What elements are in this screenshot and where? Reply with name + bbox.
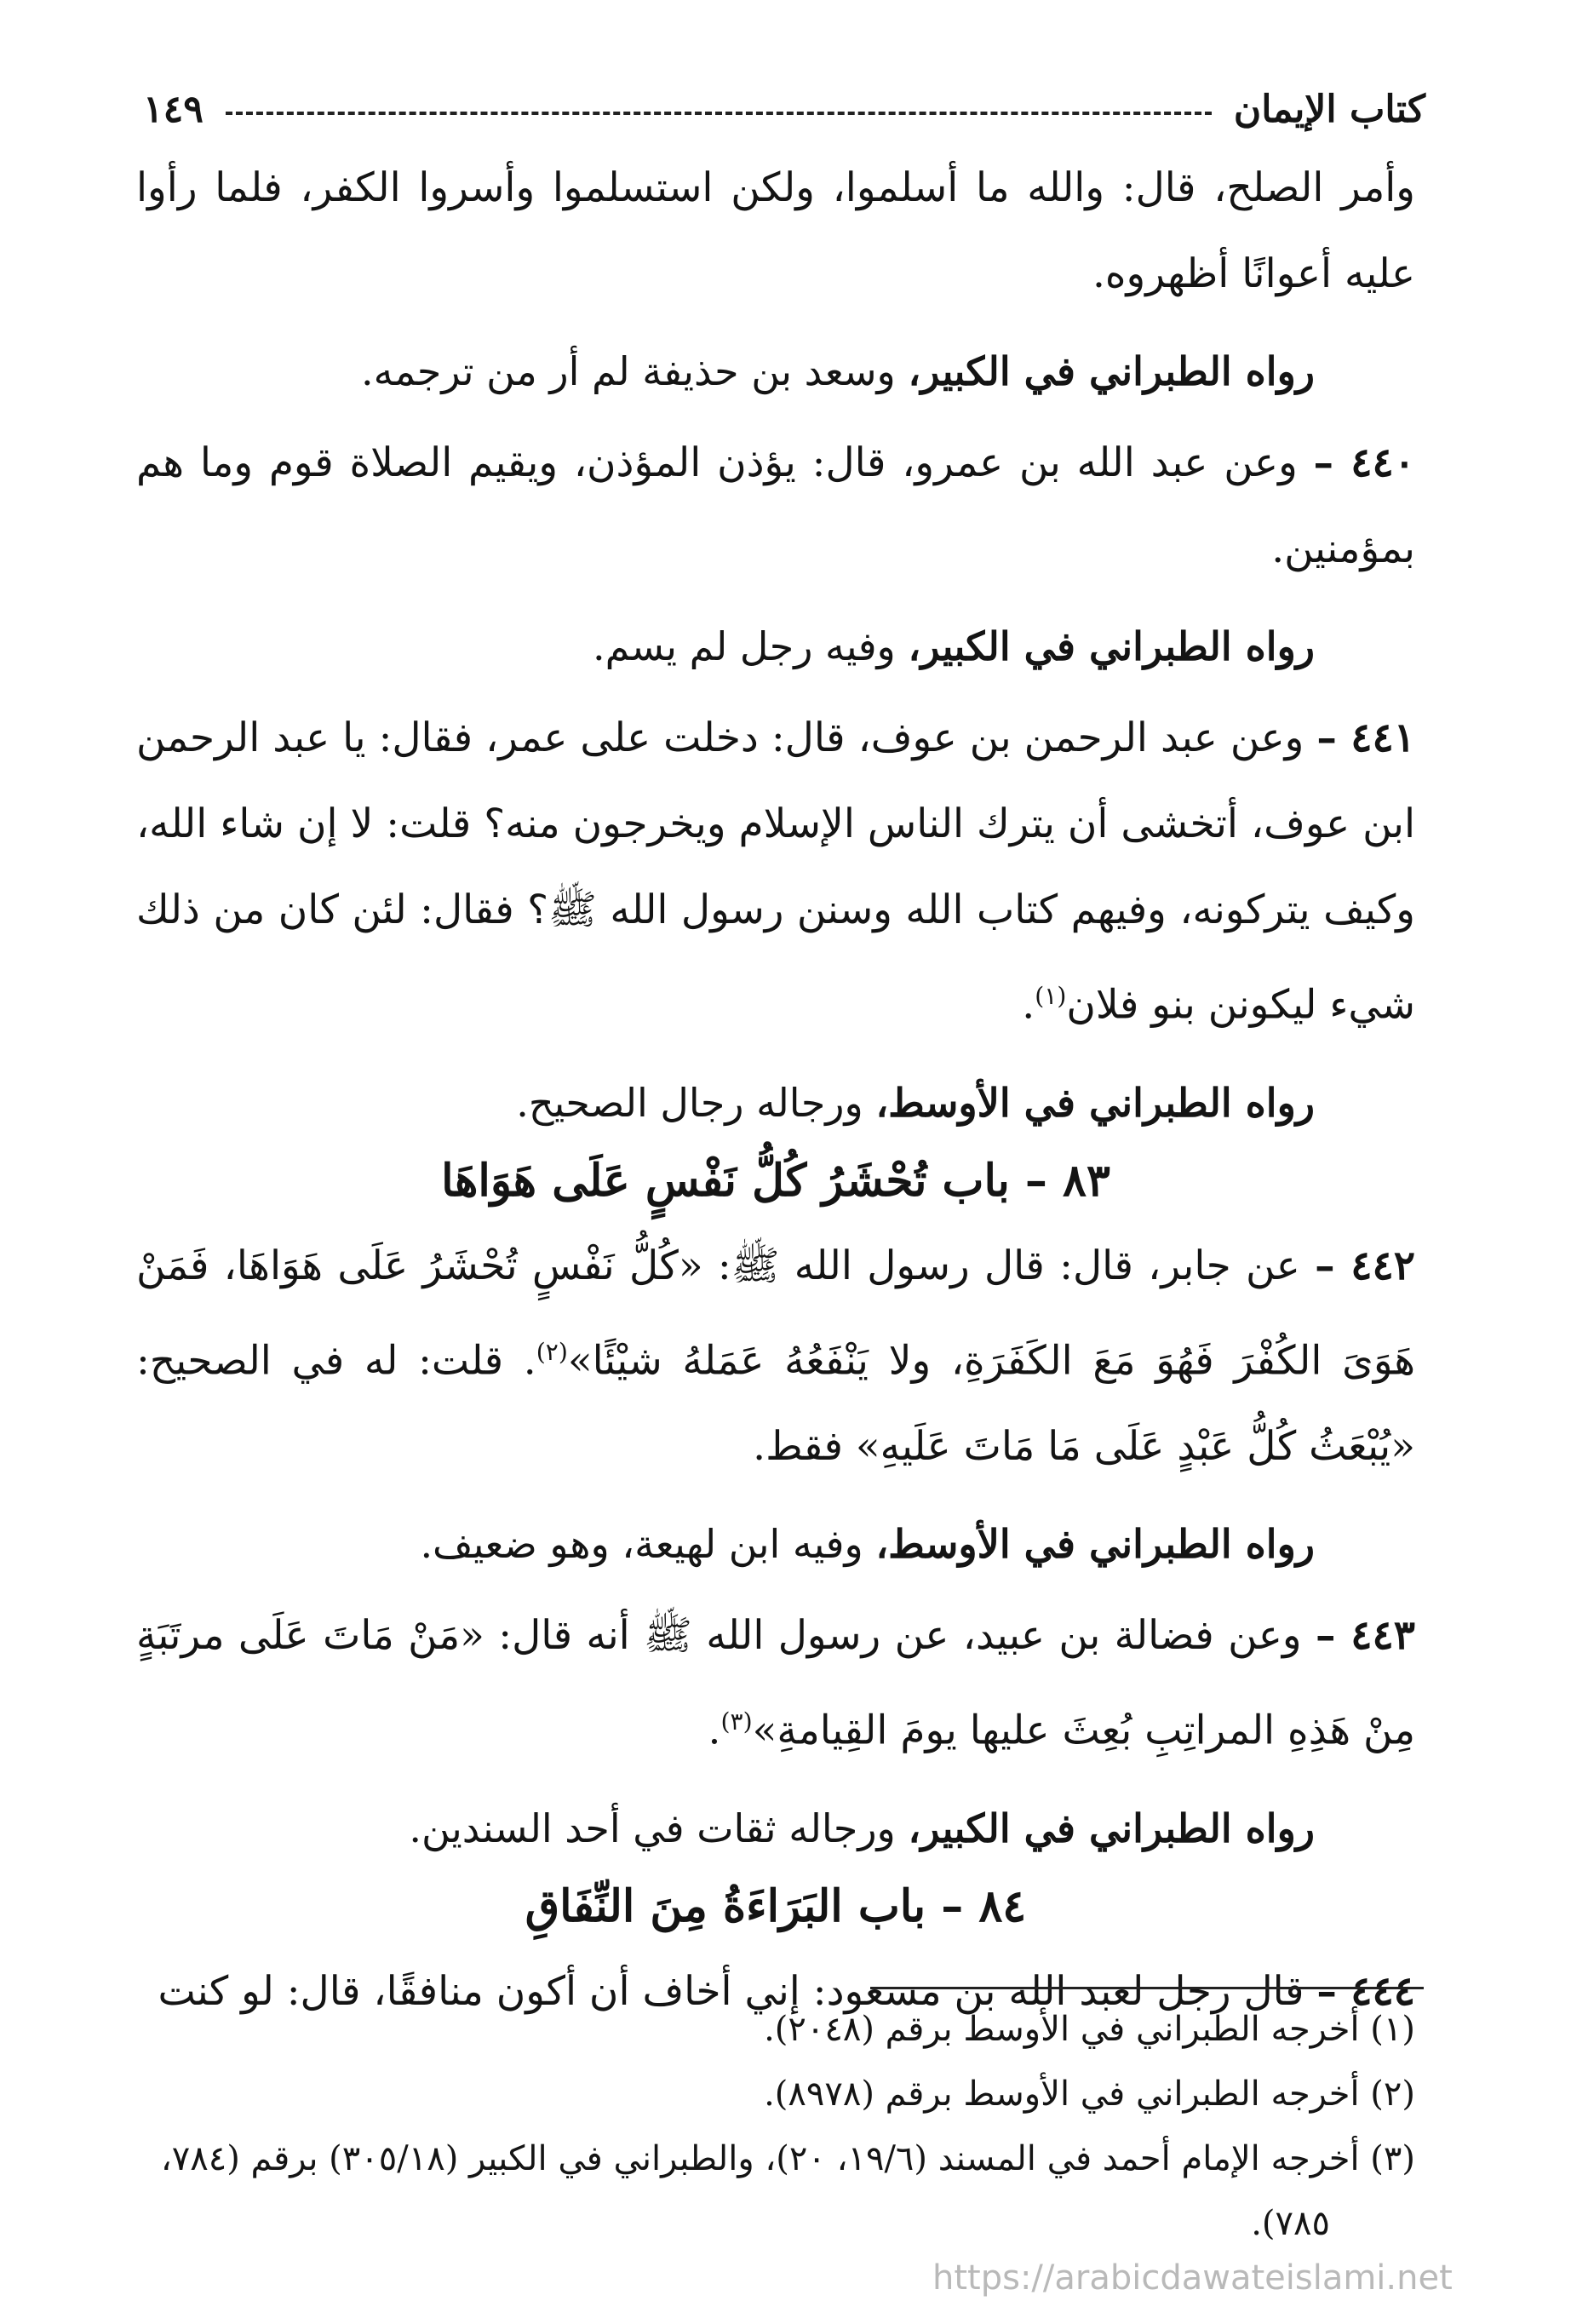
narration-source: رواه الطبراني في الأوسط، <box>875 1521 1315 1568</box>
book-title: كتاب الإيمان <box>1233 87 1425 131</box>
hadith-end: . <box>708 1707 721 1754</box>
chapter-heading-83: ٨٣ – باب تُحْشَرُ كُلُّ نَفْسٍ عَلَى هَوَاهَا <box>441 1154 1110 1207</box>
narration-note <box>136 1786 1415 1872</box>
hadith-443 <box>136 1592 1415 1774</box>
footnote-3-continuation: ٧٨٥). <box>1251 2204 1330 2243</box>
narration-note <box>136 329 1415 415</box>
footnote-2: (٢) أخرجه الطبراني في الأوسط برقم (٨٩٧٨). <box>764 2074 1415 2114</box>
hadith-text: وعن عبد الرحمن بن عوف، قال: دخلت على عمر، فقال: يا عبد الرحمن ابن عوف، أتخشى أن يترك الناس الإسلام ويخرجون منه؟ قلت: لا إن شاء الله، وكيف يتركونه، وفيهم كتاب الله وسنن رسول الله ﷺ؟ فقال: لئن كان من ذلك شيء ليكونن بنو فلان <box>136 714 1415 1029</box>
hadith-number: ٤٤٣ – <box>1315 1612 1415 1660</box>
footnote-marker: (٣) <box>720 1707 753 1736</box>
header-dashed-rule <box>226 112 1212 115</box>
footnote-3: (٣) أخرجه الإمام أحمد في المسند (١٩/٦، ٢٠)، والطبراني في الكبير (٣٠٥/١٨) برقم (٧٨٤، <box>160 2139 1415 2178</box>
footnote-separator <box>870 1987 1424 1989</box>
narration-comment: ورجاله رجال الصحيح. <box>516 1079 876 1126</box>
narration-note <box>136 1060 1415 1146</box>
hadith-number: ٤٤٤ – <box>1316 1967 1415 2015</box>
narration-note <box>136 1501 1415 1587</box>
narration-comment: ورجاله ثقات في أحد السندين. <box>409 1805 909 1851</box>
paragraph-continuation: وأمر الصلح، قال: والله ما أسلموا، ولكن استسلموا وأسروا الكفر، فلما رأوا عليه أعوانًا أظهروه. <box>136 164 1415 297</box>
hadith-end: . قلت: له في الصحيح: «يُبْعَثُ كُلُّ عَبْدٍ عَلَى مَا مَاتَ عَلَيهِ» فقط. <box>136 1337 1415 1471</box>
narration-comment: وفيه ابن لهيعة، وهو ضعيف. <box>420 1521 876 1568</box>
hadith-text: عن جابر، قال: قال رسول الله ﷺ: «كُلُّ نَفْسٍ تُحْشَرُ عَلَى هَوَاهَا، فَمَنْ هَوَىَ الكُفْرَ فَهُوَ مَعَ الكَفَرَةِ، ولا يَنْفَعُهُ عَمَلهُ شيْئًا» <box>136 1242 1415 1385</box>
narration-comment: وسعد بن حذيفة لم أر من ترجمه. <box>361 348 909 394</box>
hadith-text: وعن فضالة بن عبيد، عن رسول الله ﷺ أنه قال: «مَنْ مَاتَ عَلَى مرتَبَةٍ مِنْ هَذِهِ المراتِبِ بُعِثَ عليها يومَ القِيامةِ» <box>136 1612 1415 1754</box>
narration-source: رواه الطبراني في الأوسط، <box>875 1079 1315 1126</box>
main-text <box>136 145 1415 2046</box>
chapter-heading-84: ٨٤ – باب البَرَاءَةُ مِنَ النِّفَاقِ <box>525 1879 1027 1932</box>
hadith-number: ٤٤١ – <box>1316 714 1415 761</box>
narration-note <box>136 604 1415 690</box>
hadith-number: ٤٤٠ – <box>1313 439 1415 486</box>
narration-comment: وفيه رجل لم يسم. <box>592 623 909 669</box>
hadith-number: ٤٤٢ – <box>1315 1242 1415 1289</box>
narration-source: رواه الطبراني في الكبير، <box>908 348 1315 394</box>
running-head <box>143 83 1425 135</box>
narration-source: رواه الطبراني في الكبير، <box>908 1805 1315 1851</box>
watermark-url: https://arabicdawateislami.net <box>932 2258 1453 2298</box>
footnote-1: (١) أخرجه الطبراني في الأوسط برقم (٢٠٤٨). <box>764 2010 1415 2049</box>
hadith-442 <box>136 1223 1415 1490</box>
hadith-end: . <box>1022 981 1035 1029</box>
footnotes <box>136 1997 1415 2256</box>
narration-source: رواه الطبراني في الكبير، <box>908 623 1315 669</box>
page-number: ١٤٩ <box>143 87 204 131</box>
footnote-marker: (٢) <box>536 1337 568 1366</box>
hadith-440 <box>136 420 1415 592</box>
hadith-text: قال رجل لعبد الله بن مسعود: إني أخاف أن أكون منافقًا، قال: لو كنت <box>158 1967 1317 2015</box>
hadith-text: وعن عبد الله بن عمرو، قال: يؤذن المؤذن، ويقيم الصلاة قوم وما هم بمؤمنين. <box>136 439 1415 572</box>
footnote-marker: (١) <box>1035 982 1067 1010</box>
hadith-441 <box>136 695 1415 1048</box>
